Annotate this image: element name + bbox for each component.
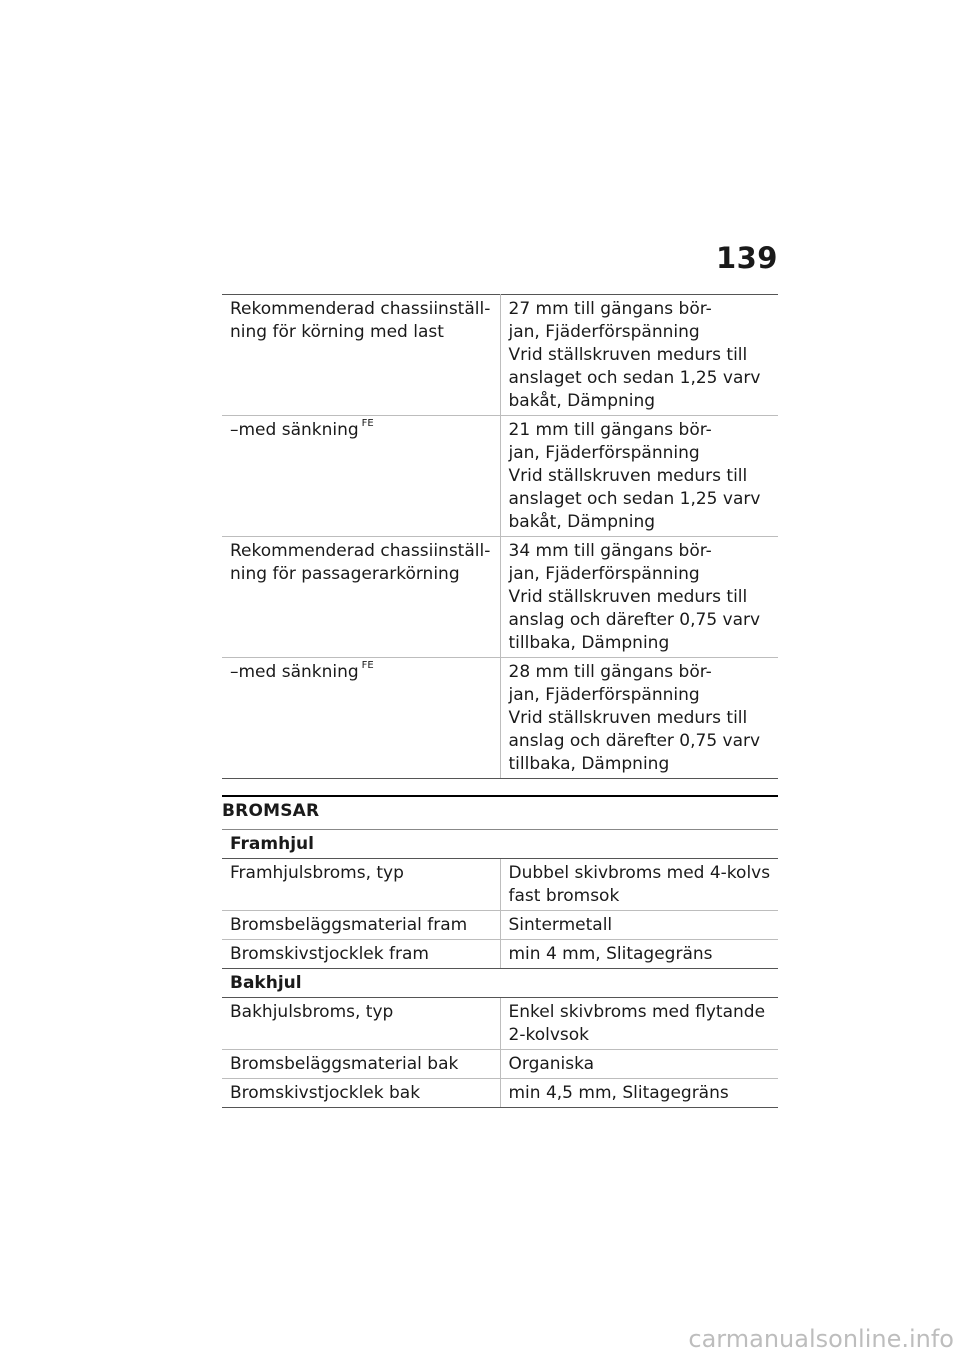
brakes-table xyxy=(222,829,778,1108)
subheading-label: Framhjul xyxy=(222,830,778,859)
spec-label: Framhjulsbroms, typ xyxy=(222,859,500,911)
spec-value: Dubbel skivbroms med 4-kolvs fast bromsok xyxy=(500,859,778,911)
spec-value: 21 mm till gängans bör- jan, Fjäderförspänning Vrid ställskruven medurs till anslaget och sedan 1,25 varv bakåt, Dämpning xyxy=(500,416,778,537)
spec-label: Bromsbeläggsmaterial fram xyxy=(222,911,500,940)
table-row xyxy=(222,859,778,911)
table-row xyxy=(222,1050,778,1079)
table-row xyxy=(222,1079,778,1108)
spec-value: min 4,5 mm, Slitagegräns xyxy=(500,1079,778,1108)
table-row xyxy=(222,537,778,658)
spec-value: Organiska xyxy=(500,1050,778,1079)
spec-value: Sintermetall xyxy=(500,911,778,940)
spec-label: Bromsbeläggsmaterial bak xyxy=(222,1050,500,1079)
section-title-brakes: BROMSAR xyxy=(222,795,778,829)
subheading-front-wheel xyxy=(222,830,778,859)
table-row xyxy=(222,940,778,969)
spec-label: –med sänkning $^{FE}$ xyxy=(222,416,500,537)
spec-label: –med sänkning $^{FE}$ xyxy=(222,658,500,779)
spec-label: Bromskivstjocklek bak xyxy=(222,1079,500,1108)
spec-value: min 4 mm, Slitagegräns xyxy=(500,940,778,969)
option-marker-fe: FE xyxy=(361,418,374,430)
table-row xyxy=(222,416,778,537)
table-row xyxy=(222,295,778,416)
option-marker-fe: FE xyxy=(361,660,374,672)
subheading-rear-wheel xyxy=(222,969,778,998)
spec-label: Bromskivstjocklek fram xyxy=(222,940,500,969)
watermark: carmanualsonline.info xyxy=(688,1325,954,1353)
table-row xyxy=(222,998,778,1050)
spec-label: Rekommenderad chassiinställ- ning för körning med last xyxy=(222,295,500,416)
spec-value: Enkel skivbroms med flytande 2-kolvsok xyxy=(500,998,778,1050)
spec-value: 27 mm till gängans bör- jan, Fjäderförspänning Vrid ställskruven medurs till anslaget och sedan 1,25 varv bakåt, Dämpning xyxy=(500,295,778,416)
spec-value: 28 mm till gängans bör- jan, Fjäderförspänning Vrid ställskruven medurs till anslag och därefter 0,75 varv tillbaka, Dämpning xyxy=(500,658,778,779)
table-row xyxy=(222,658,778,779)
table-row xyxy=(222,911,778,940)
spec-label: Rekommenderad chassiinställ- ning för passagerarkörning xyxy=(222,537,500,658)
spec-label: Bakhjulsbroms, typ xyxy=(222,998,500,1050)
spec-content xyxy=(222,294,778,1108)
suspension-settings-table xyxy=(222,294,778,779)
subheading-label: Bakhjul xyxy=(222,969,778,998)
page-number: 139 xyxy=(715,241,778,275)
spec-value: 34 mm till gängans bör- jan, Fjäderförspänning Vrid ställskruven medurs till anslag och därefter 0,75 varv tillbaka, Dämpning xyxy=(500,537,778,658)
